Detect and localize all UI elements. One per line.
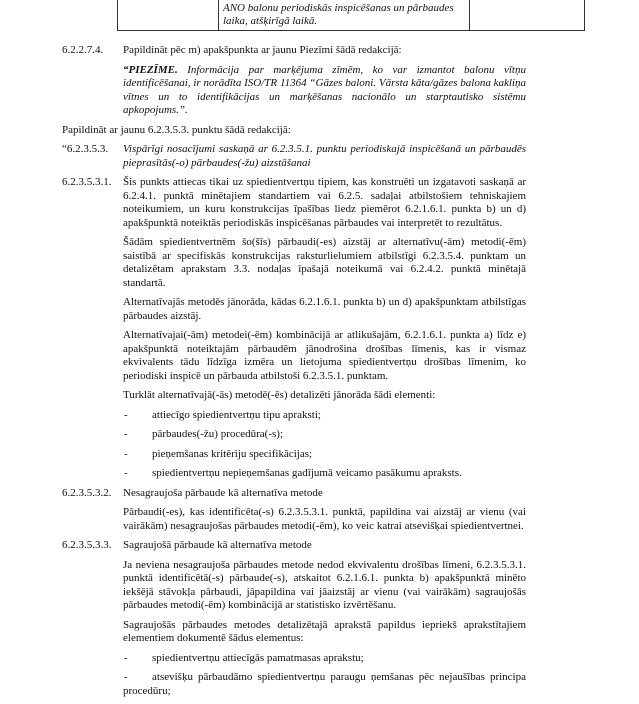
paragraph: Sagraujošās pārbaudes metodes detalizētajā aprakstā papildus iepriekš aprakstītajiem elementiem dokumentē šādus elementus:	[123, 618, 526, 644]
dash-bullet: -	[124, 428, 128, 440]
list-item-text: spiedientvertņu attiecīgās pamatmasas aprakstu;	[152, 651, 364, 664]
paragraph: Ja neviena nesagraujoša pārbaudes metode nedod ekvivalentu drošības līmeni, 6.2.3.5.3.1. punktā identificētā(-s) pārbaude(-s), atskaitot 6.2.1.6.1. punkta b) apakšpunktā minēto iekšējā stāvokļa pārbaudi, jāpapildina vai jāaizstāj ar vienu (vai vairākām) sagraujošās pārbaudes metodi(-ēm) kombinācijā ar statistisko izvērtēšanu.	[123, 558, 526, 611]
list-item	[0, 409, 639, 423]
list-item-text: spiedientvertņu nepieņemšanas gadījumā veicamo pasākumu apraksts.	[152, 467, 462, 479]
clause-6-2-3-5-3-3	[0, 539, 639, 553]
table-cell: ANO balonu periodiskās inspicēšanas un pārbaudes laika, atšķirīgā laikā.	[219, 0, 470, 31]
clause-heading: Vispārīgi nosacījumi saskaņā ar 6.2.3.5.1. punktu periodiskajā inspicēšanā un pārbaudēs pieprasītās(-o) pārbaudes(-žu) aizstāšanai	[123, 143, 526, 169]
paragraph: Šis punkts attiecas tikai uz spiedientvertņu tipiem, kas konstruēti un izgatavoti saskaņā ar 6.2.4.1. punktā minētajiem standartiem vai 6.2.5. sadaļai atbilstošiem tehniskajiem noteikumiem, un kuru konstrukcijas īpašības liedz piemērot 6.2.1.6.1. punkta b) un d) apakšpunktā noteiktās periodiskās inspicēšanas pārbaudes vai interpretēt to rezultātus.	[123, 176, 526, 229]
document-body	[0, 44, 639, 704]
list-item-text: atsevišķu pārbaudāmo spiedientvertņu paraugu ņemšanas pēc nejaušības principa procedūru;	[123, 671, 526, 697]
clause-number: 6.2.2.7.4.	[62, 44, 104, 56]
clause-number: 6.2.3.5.3.2.	[62, 486, 112, 499]
dash-bullet: -	[124, 651, 128, 664]
instruction-text: Papildināt ar jaunu 6.2.3.5.3. punktu šādā redakcijā:	[62, 123, 291, 136]
note-paragraph	[0, 64, 639, 118]
note-text: Informācija par marķējuma zīmēm, ko var izmantot balonu vītņu identificēšanai, ir norādīta ISO/TR 11364 “Gāzes baloni. Vārsta kāta/gāzes balona kakliņa vītnes un to identifikācijas un marķēšanas nacionālo un starptautisko sistēmu apkopojums.”.	[123, 63, 526, 116]
paragraph: Šādām spiedientvertnēm šo(šīs) pārbaudi(-es) aizstāj ar alternatīvu(-ām) metodi(-ēm) saistībā ar specifiskās konstrukcijas raksturlielumiem atbilstīgi 6.2.3.5.4. punktam un detalizētam aprakstam 3.3. nodaļas īpašajā noteikumā vai 6.2.4.2. punktā minētajā standartā.	[123, 236, 526, 289]
paragraph: Alternatīvajās metodēs jānorāda, kādas 6.2.1.6.1. punkta b) un d) apakšpunktam atbilstīgas pārbaudes aizstāj.	[123, 296, 526, 322]
paragraph: Pārbaudi(-es), kas identificēta(-s) 6.2.3.5.3.1. punktā, papildina vai aizstāj ar vienu (vai vairākām) nesagraujošas pārbaudes metodi(-ēm), ko veic katrai atsevišķai spiedientvertnei.	[123, 506, 526, 532]
clause-6-2-3-5-3-2	[0, 487, 639, 501]
clause-title: Nesagraujoša pārbaude kā alternatīva metode	[123, 486, 323, 499]
clause-text: Papildināt pēc m) apakšpunkta ar jaunu Piezīmi šādā redakcijā:	[123, 44, 402, 56]
dash-bullet: -	[124, 447, 128, 460]
clause-6-2-2-7-4	[0, 44, 639, 58]
table-cell	[470, 0, 585, 31]
list-item	[0, 652, 639, 666]
list-item	[0, 467, 639, 481]
list-item	[0, 428, 639, 442]
dash-bullet: -	[124, 408, 128, 421]
list-item-text: attiecīgo spiedientvertņu tipu apraksti;	[152, 408, 321, 421]
paragraph: Turklāt alternatīvajā(-ās) metodē(-ēs) detalizēti jānorāda šādi elementi:	[123, 389, 436, 401]
paragraph: Alternatīvajai(-ām) metodei(-ēm) kombinācijā ar atlikušajām, 6.2.1.6.1. punkta a) līdz e) apakšpunktā noteiktajām pārbaudēm jānodrošina drošības līmenis, kas ir vismaz ekvivalents tādu līdzīga izmēra un lietojuma spiedientvertņu drošības līmenim, ko periodiski inspicē un pārbauda atbilstoši 6.2.3.5.1. punktam.	[123, 329, 526, 382]
list-item	[0, 448, 639, 462]
list-item-text: pieņemšanas kritēriju specifikācijas;	[152, 447, 313, 460]
instruction-paragraph	[0, 124, 639, 138]
dash-bullet: -	[124, 467, 128, 479]
table-cell	[118, 0, 219, 31]
clause-number: 6.2.3.5.3.1.	[62, 176, 112, 188]
clause-title: Sagraujošā pārbaude kā alternatīva metode	[123, 539, 312, 551]
list-item-text: pārbaudes(-žu) procedūra(-s);	[152, 428, 284, 440]
note-label: “PIEZĪME.	[123, 63, 178, 76]
amendment-table	[117, 0, 585, 31]
clause-number: “6.2.3.5.3.	[62, 143, 109, 155]
clause-6-2-3-5-3-1	[0, 176, 639, 230]
clause-6-2-3-5-3	[0, 143, 639, 170]
dash-bullet: -	[124, 671, 128, 683]
table-row	[118, 0, 585, 31]
list-item	[0, 671, 639, 698]
clause-number: 6.2.3.5.3.3.	[62, 539, 112, 551]
